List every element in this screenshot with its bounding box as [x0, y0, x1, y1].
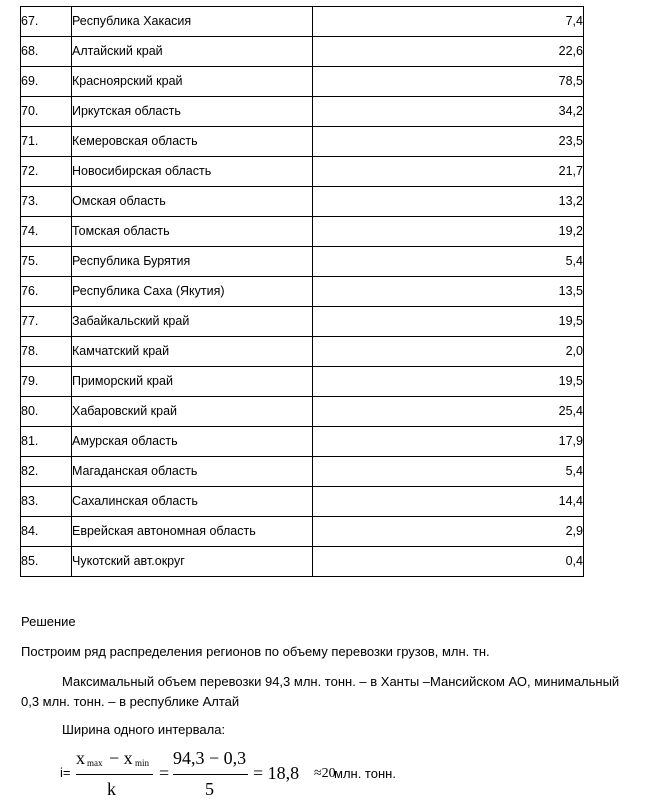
region-name: Хабаровский край: [72, 397, 313, 427]
fraction-bar-left: [76, 774, 153, 775]
cargo-value: 13,5: [313, 277, 584, 307]
region-name: Республика Хакасия: [72, 7, 313, 37]
region-name: Чукотский авт.округ: [72, 547, 313, 577]
region-name: Республика Саха (Якутия): [72, 277, 313, 307]
cargo-value: 34,2: [313, 97, 584, 127]
table-row: [21, 457, 584, 487]
cargo-value: 5,4: [313, 247, 584, 277]
cargo-value: 19,5: [313, 307, 584, 337]
table-row: [21, 37, 584, 67]
table-row: [21, 337, 584, 367]
row-number: 73.: [21, 187, 72, 217]
table-row: [21, 427, 584, 457]
paragraph-max-min-line1: Максимальный объем перевозки 94,3 млн. тонн. – в Ханты –Мансийском АО, минимальный: [62, 674, 620, 689]
row-number: 79.: [21, 367, 72, 397]
row-number: 76.: [21, 277, 72, 307]
table-row: [21, 187, 584, 217]
region-name: Сахалинская область: [72, 487, 313, 517]
formula-numerator: 94,3 − 0,3: [173, 748, 247, 768]
paragraph-max-min-line2: 0,3 млн. тонн. – в республике Алтай: [21, 694, 240, 709]
formula-x-min: − x: [109, 748, 133, 768]
region-name: Кемеровская область: [72, 127, 313, 157]
region-name: Новосибирская область: [72, 157, 313, 187]
table-row: [21, 277, 584, 307]
row-number: 83.: [21, 487, 72, 517]
table-row: [21, 157, 584, 187]
cargo-value: 21,7: [313, 157, 584, 187]
table-row: [21, 307, 584, 337]
row-number: 68.: [21, 37, 72, 67]
cargo-value: 0,4: [313, 547, 584, 577]
cargo-value: 5,4: [313, 457, 584, 487]
row-number: 81.: [21, 427, 72, 457]
formula-approx: ≈20: [314, 766, 336, 781]
region-name: Красноярский край: [72, 67, 313, 97]
table-row: [21, 97, 584, 127]
row-number: 77.: [21, 307, 72, 337]
solution-heading: Решение: [21, 614, 76, 629]
row-number: 70.: [21, 97, 72, 127]
cargo-value: 25,4: [313, 397, 584, 427]
cargo-value: 78,5: [313, 67, 584, 97]
table-row: [21, 7, 584, 37]
formula-x-max: x: [76, 748, 85, 768]
region-name: Приморский край: [72, 367, 313, 397]
row-number: 75.: [21, 247, 72, 277]
cargo-value: 23,5: [313, 127, 584, 157]
formula-k: k: [107, 779, 116, 799]
region-name: Омская область: [72, 187, 313, 217]
region-name: Республика Бурятия: [72, 247, 313, 277]
region-name: Томская область: [72, 217, 313, 247]
regions-table: [20, 6, 584, 577]
formula-unit: млн. тонн.: [334, 766, 396, 781]
table-row: [21, 547, 584, 577]
interval-formula: [60, 748, 420, 804]
paragraph-interval-width: Ширина одного интервала:: [62, 722, 226, 737]
region-name: Забайкальский край: [72, 307, 313, 337]
formula-equals: =: [159, 763, 170, 783]
row-number: 80.: [21, 397, 72, 427]
cargo-value: 2,9: [313, 517, 584, 547]
region-name: Еврейская автономная область: [72, 517, 313, 547]
table-row: [21, 397, 584, 427]
row-number: 74.: [21, 217, 72, 247]
row-number: 78.: [21, 337, 72, 367]
region-name: Амурская область: [72, 427, 313, 457]
cargo-value: 13,2: [313, 187, 584, 217]
paragraph-distribution: Построим ряд распределения регионов по объему перевозки грузов, млн. тн.: [21, 644, 490, 659]
row-number: 84.: [21, 517, 72, 547]
table-row: [21, 127, 584, 157]
row-number: 72.: [21, 157, 72, 187]
row-number: 71.: [21, 127, 72, 157]
fraction-bar-right: [173, 774, 248, 775]
region-name: Алтайский край: [72, 37, 313, 67]
formula-result: = 18,8: [253, 763, 300, 783]
table-row: [21, 67, 584, 97]
formula-sub-max: max: [87, 758, 103, 768]
row-number: 85.: [21, 547, 72, 577]
row-number: 67.: [21, 7, 72, 37]
region-name: Магаданская область: [72, 457, 313, 487]
formula-lhs: i=: [60, 765, 71, 780]
table-row: [21, 247, 584, 277]
region-name: Камчатский край: [72, 337, 313, 367]
formula-sub-min: min: [135, 758, 150, 768]
cargo-value: 19,5: [313, 367, 584, 397]
cargo-value: 7,4: [313, 7, 584, 37]
table-row: [21, 367, 584, 397]
table-row: [21, 487, 584, 517]
table-row: [21, 217, 584, 247]
cargo-value: 2,0: [313, 337, 584, 367]
table-row: [21, 517, 584, 547]
formula-denominator: 5: [205, 779, 214, 799]
cargo-value: 14,4: [313, 487, 584, 517]
cargo-value: 17,9: [313, 427, 584, 457]
cargo-value: 19,2: [313, 217, 584, 247]
row-number: 69.: [21, 67, 72, 97]
row-number: 82.: [21, 457, 72, 487]
cargo-value: 22,6: [313, 37, 584, 67]
region-name: Иркутская область: [72, 97, 313, 127]
